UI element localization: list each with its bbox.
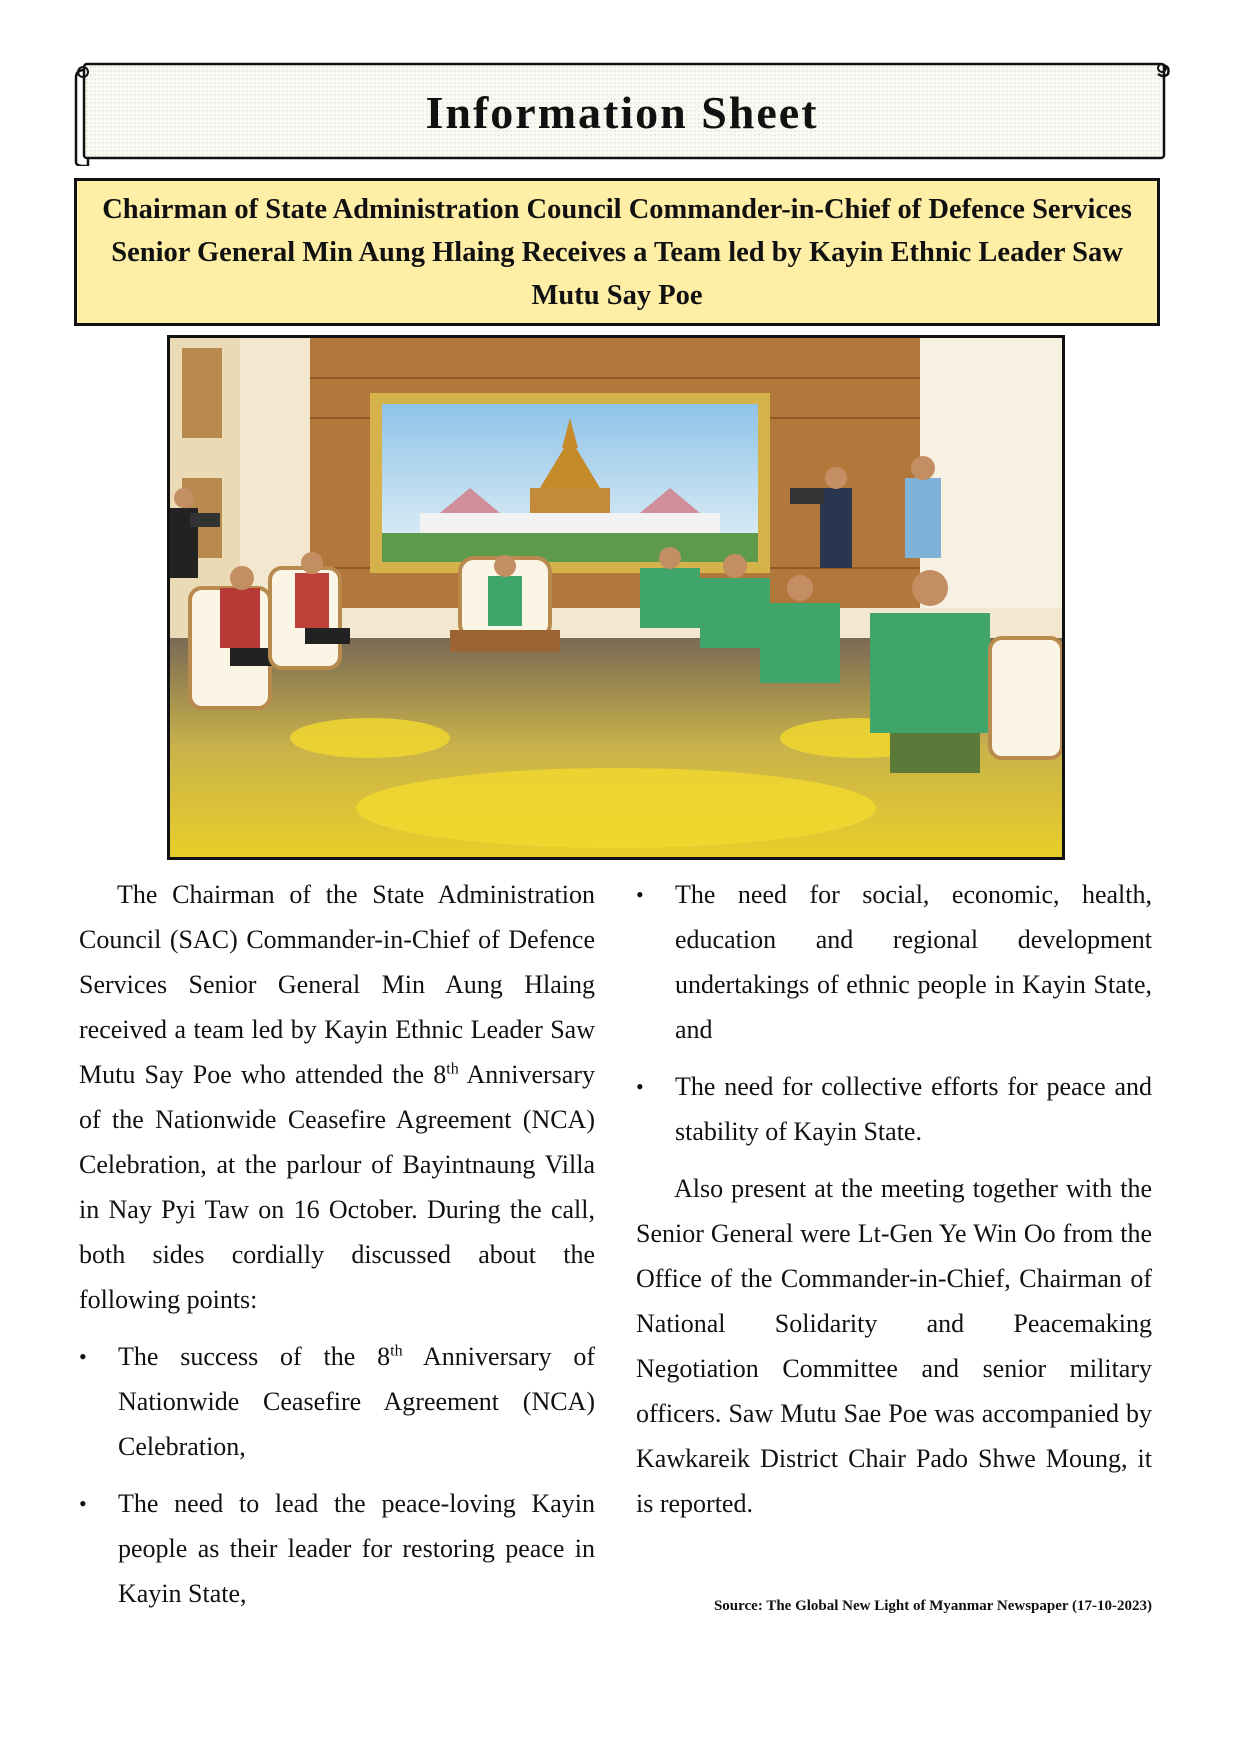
list-item — [79, 1481, 595, 1616]
bullet-text: The need to lead the peace-loving Kayin people as their leader for restoring peace in Kayin State, — [118, 1489, 595, 1608]
bullet-text: The success of the 8 — [118, 1342, 391, 1371]
headline-box — [74, 178, 1160, 326]
bullet-text: The need for collective efforts for peace and stability of Kayin State. — [675, 1072, 1152, 1146]
bullet-icon: • — [636, 1074, 644, 1099]
bullet-ordinal-suffix: th — [390, 1342, 403, 1360]
list-item — [636, 872, 1152, 1052]
list-item — [636, 1064, 1152, 1154]
meeting-photo — [167, 335, 1065, 860]
page-title: Information Sheet — [425, 87, 819, 138]
discussion-points-list — [79, 1334, 595, 1616]
discussion-points-list-continued — [636, 872, 1152, 1154]
article-right-column — [636, 872, 1152, 1526]
bullet-text: Anniversary of Nationwide Ceasefire Agreement (NCA) Celebration, — [118, 1342, 595, 1461]
article-left-column — [79, 872, 595, 1628]
bullet-icon: • — [79, 1491, 87, 1516]
intro-ordinal-suffix: th — [446, 1060, 459, 1078]
intro-paragraph — [79, 872, 595, 1322]
intro-text-2: Anniversary of the Nationwide Ceasefire Agreement (NCA) Celebration, at the parlour of Bayintnaung Villa in Nay Pyi Taw on 16 October. During the call, both sides cordially discussed about the following points: — [79, 1060, 595, 1314]
source-citation: Source: The Global New Light of Myanmar Newspaper (17-10-2023) — [713, 1598, 1152, 1614]
bullet-text: The need for social, economic, health, education and regional development undertakings of ethnic people in Kayin State, and — [675, 880, 1152, 1044]
bullet-icon: • — [79, 1344, 87, 1369]
meeting-photo-illustration — [170, 338, 1062, 857]
information-sheet-banner — [74, 62, 1170, 166]
intro-text-1: The Chairman of the State Administration Council (SAC) Commander-in-Chief of Defence Services Senior General Min Aung Hlaing received a team led by Kayin Ethnic Leader Saw Mutu Say Poe who attended the 8 — [79, 880, 595, 1089]
headline-text: Chairman of State Administration Council Commander-in-Chief of Defence Services Senior General Min Aung Hlaing Receives a Team led by Kayin Ethnic Leader Saw Mutu Say Poe — [102, 193, 1132, 311]
closing-paragraph: Also present at the meeting together with the Senior General were Lt-Gen Ye Win Oo from the Office of the Commander-in-Chief, Chairman of National Solidarity and Peacemaking Negotiation Committee and senior military officers. Saw Mutu Sae Poe was accompanied by Kawkareik District Chair Pado Shwe Moung, it is reported. — [636, 1174, 1152, 1518]
bullet-icon: • — [636, 882, 644, 907]
list-item — [79, 1334, 595, 1469]
